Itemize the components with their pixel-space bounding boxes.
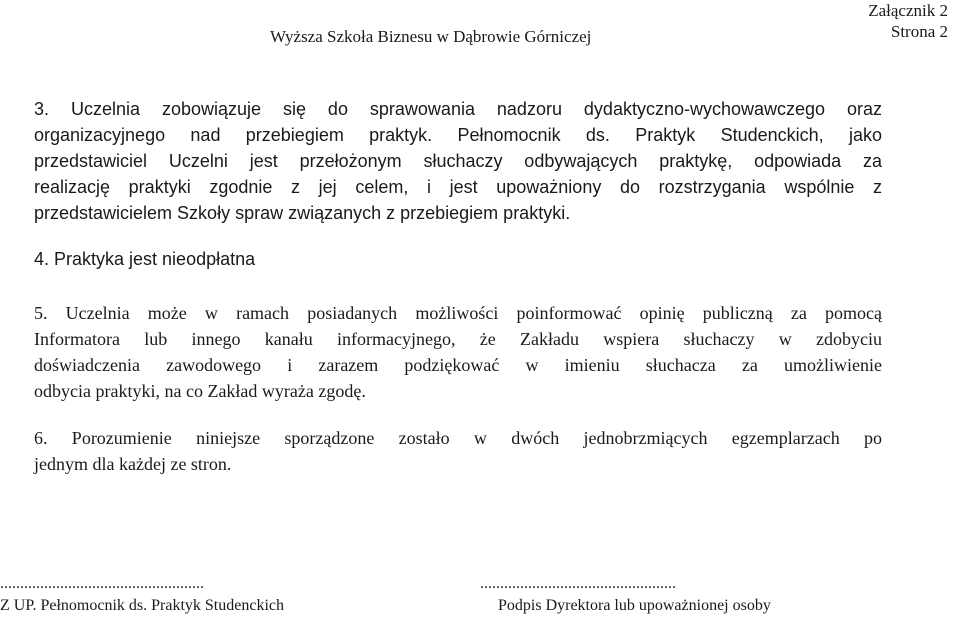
paragraph-line: doświadczenia zawodowego i zarazem podziękować w imieniu słuchacza za umożliwienie: [34, 355, 882, 375]
paragraph-line: jednym dla każdej ze stron.: [34, 454, 232, 474]
paragraph-4: [34, 246, 882, 272]
paragraph-line: przedstawiciel Uczelni jest przełożonym słuchaczy odbywających praktykę, odpowiada za: [34, 151, 882, 171]
paragraph-line: 4. Praktyka jest nieodpłatna: [34, 249, 256, 269]
signature-line-right: .................................................: [480, 575, 676, 592]
paragraph-line: odbycia praktyki, na co Zakład wyraża zgodę.: [34, 381, 366, 401]
annex-label: Załącznik 2: [868, 1, 948, 20]
paragraph-line: 6. Porozumienie niniejsze sporządzone zostało w dwóch jednobrzmiących egzemplarzach po: [34, 428, 882, 448]
document-header-school: Wyższa Szkoła Biznesu w Dąbrowie Górniczej: [270, 27, 592, 46]
page-number: Strona 2: [890, 22, 948, 41]
paragraph-line: 3. Uczelnia zobowiązuje się do sprawowania nadzoru dydaktyczno-wychowawczego oraz: [34, 99, 882, 119]
paragraph-line: realizację praktyki zgodnie z jej celem, i jest upoważniony do rozstrzygania wspólnie z: [34, 177, 882, 197]
signature-label-right: Podpis Dyrektora lub upoważnionej osoby: [498, 597, 771, 614]
signature-line-left: ...................................................: [0, 575, 204, 592]
signature-label-left: Z UP. Pełnomocnik ds. Praktyk Studenckich: [0, 597, 284, 614]
paragraph-6: [34, 425, 882, 477]
paragraph-line: organizacyjnego nad przebiegiem praktyk. Pełnomocnik ds. Praktyk Studenckich, jako: [34, 125, 882, 145]
paragraph-5: [34, 300, 882, 404]
paragraph-line: przedstawicielem Szkoły spraw związanych z przebiegiem praktyki.: [34, 203, 571, 223]
paragraph-line: 5. Uczelnia może w ramach posiadanych możliwości poinformować opinię publiczną za pomocą: [34, 303, 882, 323]
paragraph-3: [34, 96, 882, 226]
paragraph-line: Informatora lub innego kanału informacyjnego, że Zakładu wspiera słuchaczy w zdobyciu: [34, 329, 882, 349]
document-header-annex: [868, 0, 948, 42]
